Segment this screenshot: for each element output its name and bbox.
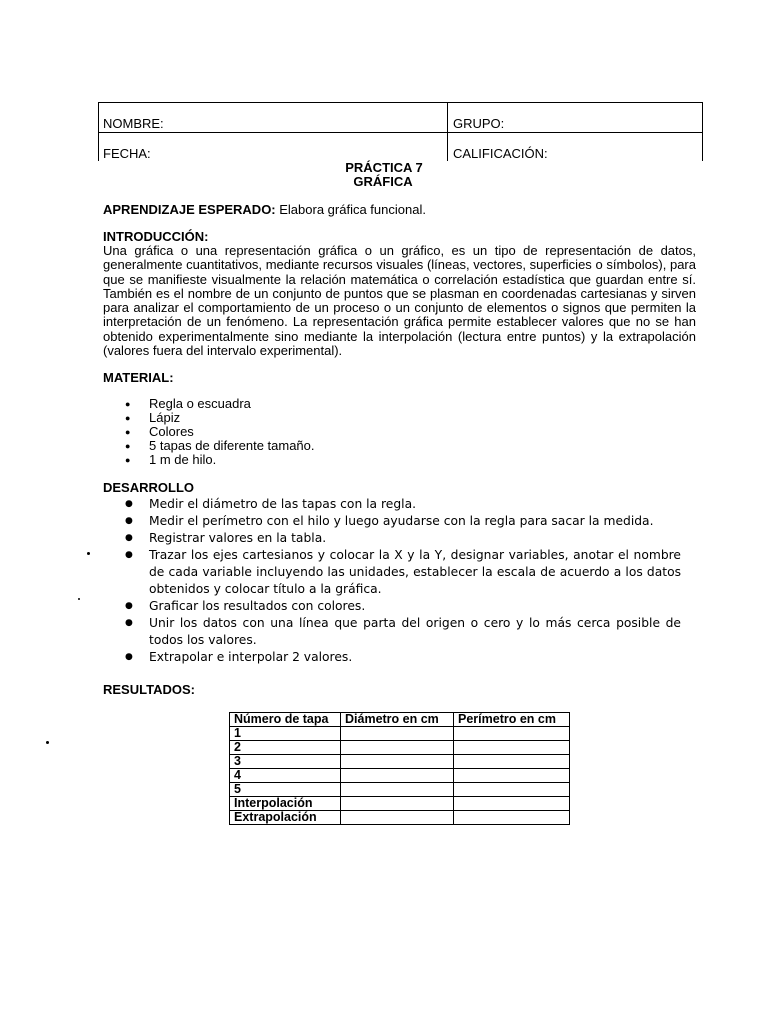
list-item: ● Extrapolar e interpolar 2 valores. [125, 649, 681, 666]
introduccion-text: Una gráfica o una representación gráfica o un gráfico, es un tipo de representación de datos, generalmente cuantitativos, mediante recursos visuales (líneas, vectores, superficies o símbolos), para que se manifieste visualmente la relación matemática o correlación estadística que guardan entre sí. También es el nombre de un conjunto de puntos que se plasman en coordenadas cartesianas y sirven para analizar el comportamiento de un proceso o un conjunto de elementos o signos que permiten la interpretación de un fenómeno. La representación gráfica permite establecer valores que no se han obtenido experimentalmente sino mediante la interpolación (lectura entre puntos) y la extrapolación (valores fuera del intervalo experimental). [103, 243, 696, 359]
empty-cell[interactable] [454, 797, 570, 811]
grupo-label: GRUPO: [453, 116, 505, 131]
column-header: Diámetro en cm [341, 713, 454, 727]
results-table [229, 712, 570, 825]
row-label: 4 [230, 769, 341, 783]
table-row [230, 755, 570, 769]
scan-speck [46, 741, 49, 744]
empty-cell[interactable] [341, 811, 454, 825]
list-item: ● Unir los datos con una línea que parta del origen o cero y lo más cerca posible de todos los valores. [125, 615, 681, 649]
empty-cell[interactable] [454, 727, 570, 741]
nombre-label: NOMBRE: [103, 116, 164, 131]
desarrollo-heading: DESARROLLO [103, 480, 194, 495]
material-list [125, 397, 315, 467]
list-item: ● Regla o escuadra [125, 397, 315, 411]
empty-cell[interactable] [454, 741, 570, 755]
list-item: ● Lápiz [125, 411, 315, 425]
list-item: ● Registrar valores en la tabla. [125, 530, 681, 547]
row-label: 2 [230, 741, 341, 755]
column-header: Número de tapa [230, 713, 341, 727]
scan-speck [87, 552, 90, 555]
desarrollo-list [125, 496, 681, 666]
table-row [230, 811, 570, 825]
empty-cell[interactable] [454, 755, 570, 769]
list-item: ● Colores [125, 425, 315, 439]
empty-cell[interactable] [454, 769, 570, 783]
row-label: 5 [230, 783, 341, 797]
aprendizaje-label: APRENDIZAJE ESPERADO: [103, 202, 276, 217]
table-row [230, 727, 570, 741]
list-item: ● 1 m de hilo. [125, 453, 315, 467]
info-box-divider-horizontal [99, 132, 702, 133]
info-box-divider-vertical [447, 103, 448, 161]
list-item: ● Medir el diámetro de las tapas con la regla. [125, 496, 681, 513]
empty-cell[interactable] [341, 741, 454, 755]
scan-speck [78, 598, 80, 600]
empty-cell[interactable] [454, 783, 570, 797]
table-row [230, 769, 570, 783]
empty-cell[interactable] [341, 783, 454, 797]
list-item: ● Trazar los ejes cartesianos y colocar la X y la Y, designar variables, anotar el nombre de cada variable incluyendo las unidades, establecer la escala de acuerdo a los datos obtenidos y colocar título a la gráfica. [125, 547, 681, 598]
empty-cell[interactable] [341, 769, 454, 783]
row-label: 3 [230, 755, 341, 769]
fecha-label: FECHA: [103, 146, 151, 161]
introduccion-heading: INTRODUCCIÓN: [103, 229, 209, 244]
table-header-row [230, 713, 570, 727]
empty-cell[interactable] [341, 755, 454, 769]
aprendizaje-esperado [103, 202, 426, 217]
practice-subtitle: GRÁFICA [353, 174, 413, 189]
column-header: Perímetro en cm [454, 713, 570, 727]
table-row [230, 797, 570, 811]
resultados-heading: RESULTADOS: [103, 682, 195, 697]
list-item: ● Graficar los resultados con colores. [125, 598, 681, 615]
practice-title: PRÁCTICA 7 [345, 160, 423, 175]
table-row [230, 783, 570, 797]
calificacion-label: CALIFICACIÓN: [453, 146, 548, 161]
aprendizaje-text: Elabora gráfica funcional. [275, 202, 426, 217]
material-heading: MATERIAL: [103, 370, 174, 385]
list-item: ● Medir el perímetro con el hilo y luego ayudarse con la regla para sacar la medida. [125, 513, 681, 530]
empty-cell[interactable] [454, 811, 570, 825]
row-label: Interpolación [230, 797, 341, 811]
table-row [230, 741, 570, 755]
empty-cell[interactable] [341, 727, 454, 741]
student-info-box [98, 102, 703, 161]
list-item: ● 5 tapas de diferente tamaño. [125, 439, 315, 453]
row-label: 1 [230, 727, 341, 741]
empty-cell[interactable] [341, 797, 454, 811]
row-label: Extrapolación [230, 811, 341, 825]
